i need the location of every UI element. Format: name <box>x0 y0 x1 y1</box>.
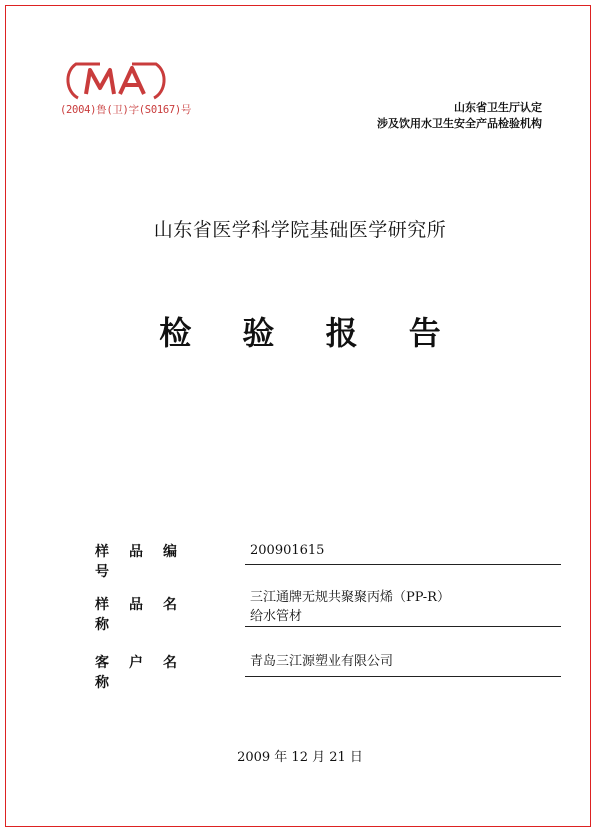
authority-line-1: 山东省卫生厅认定 <box>454 101 542 114</box>
underline <box>245 676 561 677</box>
report-date: 2009 年 12 月 21 日 <box>237 750 363 765</box>
field-label: 客户名称 <box>95 655 197 691</box>
authority-line-2: 涉及饮用水卫生安全产品检验机构 <box>377 117 542 130</box>
field-value: 200901615 <box>250 543 325 558</box>
field-value-line-2: 给水管材 <box>250 609 303 624</box>
field-value: 青岛三江源塑业有限公司 <box>250 654 394 669</box>
cma-stamp <box>60 58 192 128</box>
underline <box>245 626 561 627</box>
institute-name: 山东省医学科学院基础医学研究所 <box>153 219 447 241</box>
authority-block <box>377 100 542 132</box>
field-label: 样品编号 <box>95 544 197 580</box>
underline <box>245 564 561 565</box>
field-label: 样品名称 <box>95 597 197 633</box>
cma-certificate-code: (2004)鲁(卫)字(S0167)号 <box>60 104 192 116</box>
cma-logo-icon <box>60 58 172 104</box>
field-value-line-1: 三江通牌无规共聚聚丙烯（PP-R） <box>250 590 450 605</box>
report-title: 检 验 报 告 <box>159 314 461 352</box>
